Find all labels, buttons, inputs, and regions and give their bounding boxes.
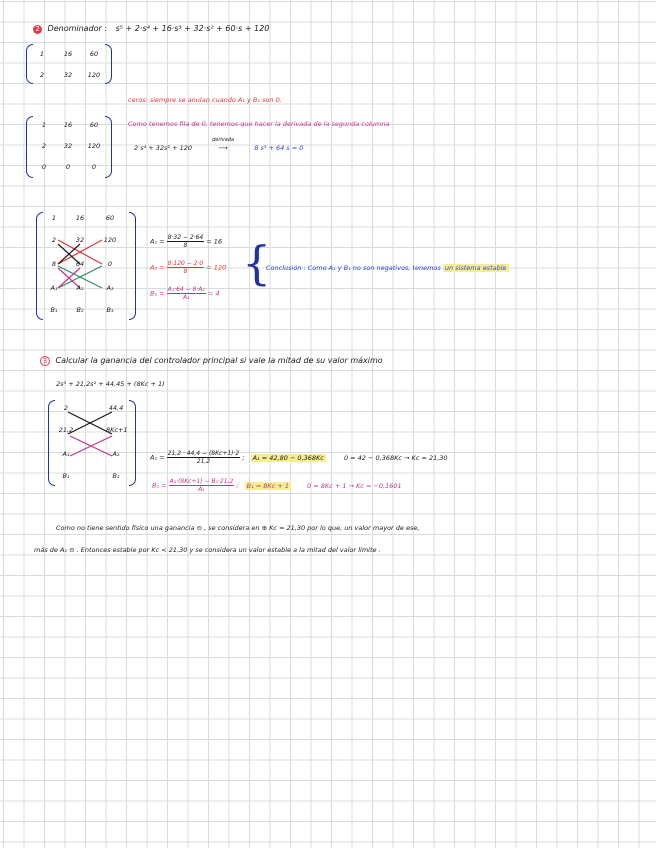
matrix-cell: 60 [89,50,99,58]
section3-title: Calcular la ganancia del controlador principal si vale la mitad de su valor máximo [55,356,383,365]
section3-expression [56,380,165,388]
section3-number: 3 [40,356,50,366]
matrix-cell: 2 [63,404,69,412]
section2-number: 2 [33,25,42,34]
matrix-cell: 0 [41,163,47,171]
matrix-cell: 120 [87,142,101,150]
final-line-2: más de A₁ ⊝ . Entonces estable por Kc < 21,30 y se considera un valor estable a la mitad del valor límite . [34,546,381,554]
derivation-left: 2 s⁴ + 32s² + 120 [134,144,193,152]
matrix-2 [26,116,112,178]
matrix-cell: B₂ [112,472,120,480]
derivation-line [134,137,304,152]
matrix-cell: A₂ [112,450,120,458]
section3-heading [40,356,383,366]
matrix-cell: 32 [63,142,73,150]
matrix-cell: 2 [51,236,57,244]
matrix-cell: 1 [51,214,57,222]
derivation-right: 8 s³ + 64 s = 0 [254,144,304,152]
matrix-cell: A₁ [62,450,70,458]
matrix-cell: 16 [75,214,85,222]
routh2-b1: B₁ = $\frac{\text{A₁·(8Kc+1) − B₁·21,2}}{\text{A₁}}$ ; B₁ = 8Kc + 1 0 = 8Kc + 1 → Kc = −0,1601 [152,478,402,493]
matrix-cell: 0 [91,163,97,171]
matrix-cell: 64 [75,260,85,268]
note-derivative [128,120,389,128]
routh2-a1-solve: 0 = 42 − 0,368Kc → Kc = 21,30 [343,453,448,462]
note-zeros [128,96,282,104]
routh1-a2: A₂ = $\frac{8\cdot 120 - 2\cdot 0}{8}$ = 120 [150,260,227,275]
matrix-cell: 120 [87,71,101,79]
matrix-1 [26,44,112,84]
matrix-cell: 1 [39,50,45,58]
matrix-cell: B₂ [76,306,84,314]
note-derivative-text: Como tenemos fila de 0, tenemos que hacer la derivada de la segunda columna [128,120,390,128]
matrix-cell: 120 [103,236,117,244]
conclusion-brace: { [242,236,272,290]
matrix-cell: B₁ [50,306,58,314]
matrix-cell: 2 [41,142,47,150]
matrix-cell: 2 [39,71,45,79]
routh2-b1-result: B₁ = 8Kc + 1 [246,481,289,490]
matrix-cell: 32 [63,71,73,79]
final-line-1: Como no tiene sentido físico una ganancia ⊝ , se considera en ⊕ Kc = 21,30 por lo que, un valor mayor de ese, [56,524,420,532]
derivation-arrow: derivada ⟶ [200,144,246,152]
matrix-cell: A₃ [106,284,114,292]
routh-array-1 [36,212,136,320]
matrix-cell: 8 [51,260,57,268]
section2-label: Denominador : [47,24,108,33]
routh2-a1-result: A₁ = 42,80 − 0,368Kc [252,453,324,462]
section2-heading [33,24,269,34]
derivation-arrow-label: derivada [212,137,235,143]
matrix-cell: 16 [63,50,73,58]
matrix-cell: 21,2 [58,426,74,434]
matrix-cell: 0 [107,260,113,268]
matrix-cell: 1 [41,121,47,129]
matrix-cell: 8Kc+1 [106,426,128,434]
conclusion-main: Conclusión : Como A₁ y B₁ no son negativos, tenemos [266,264,441,272]
routh-array-2 [48,400,136,486]
matrix-cell: 0 [65,163,71,171]
matrix-cell: 32 [75,236,85,244]
routh1-b1: B₁ = $\frac{\text{A₁·64 − 8·A₂}}{\text{A₁}}$ = 4 [150,286,220,301]
routh1-a1: A₁ = $\frac{8\cdot 32 - 2\cdot 64}{8}$ = 16 [150,234,223,249]
conclusion-highlight: un sistema estable [444,264,507,272]
matrix-cell: B₁ [62,472,70,480]
routh2-a1: A₁ = $\frac{21,2 \cdot 44,4 - (8Kc+1)\cdot 2}{21,2}$ ; A₁ = 42,80 − 0,368Kc 0 = 42 − 0,368Kc → Kc = 21,30 [150,450,448,465]
characteristic-eq: 2s³ + 21,2s² + 44,45 + (8Kc + 1) [56,380,165,388]
denominator-expression: s⁵ + 2·s⁴ + 16·s³ + 32·s² + 60·s + 120 [115,24,270,33]
matrix-cell: 60 [105,214,115,222]
matrix-cell: 44,4 [108,404,124,412]
routh2-b1-solve: 0 = 8Kc + 1 → Kc = −0,1601 [307,481,402,490]
matrix-cell: B₃ [106,306,114,314]
note-zeros-text: ceros: siempre se anulan cuando A₁ y B₁ son 0. [128,96,282,104]
matrix-cell: 60 [89,121,99,129]
matrix-cell: A₂ [76,284,84,292]
matrix-cell: 16 [63,121,73,129]
conclusion-text [266,264,509,272]
matrix-cell: A₁ [50,284,58,292]
